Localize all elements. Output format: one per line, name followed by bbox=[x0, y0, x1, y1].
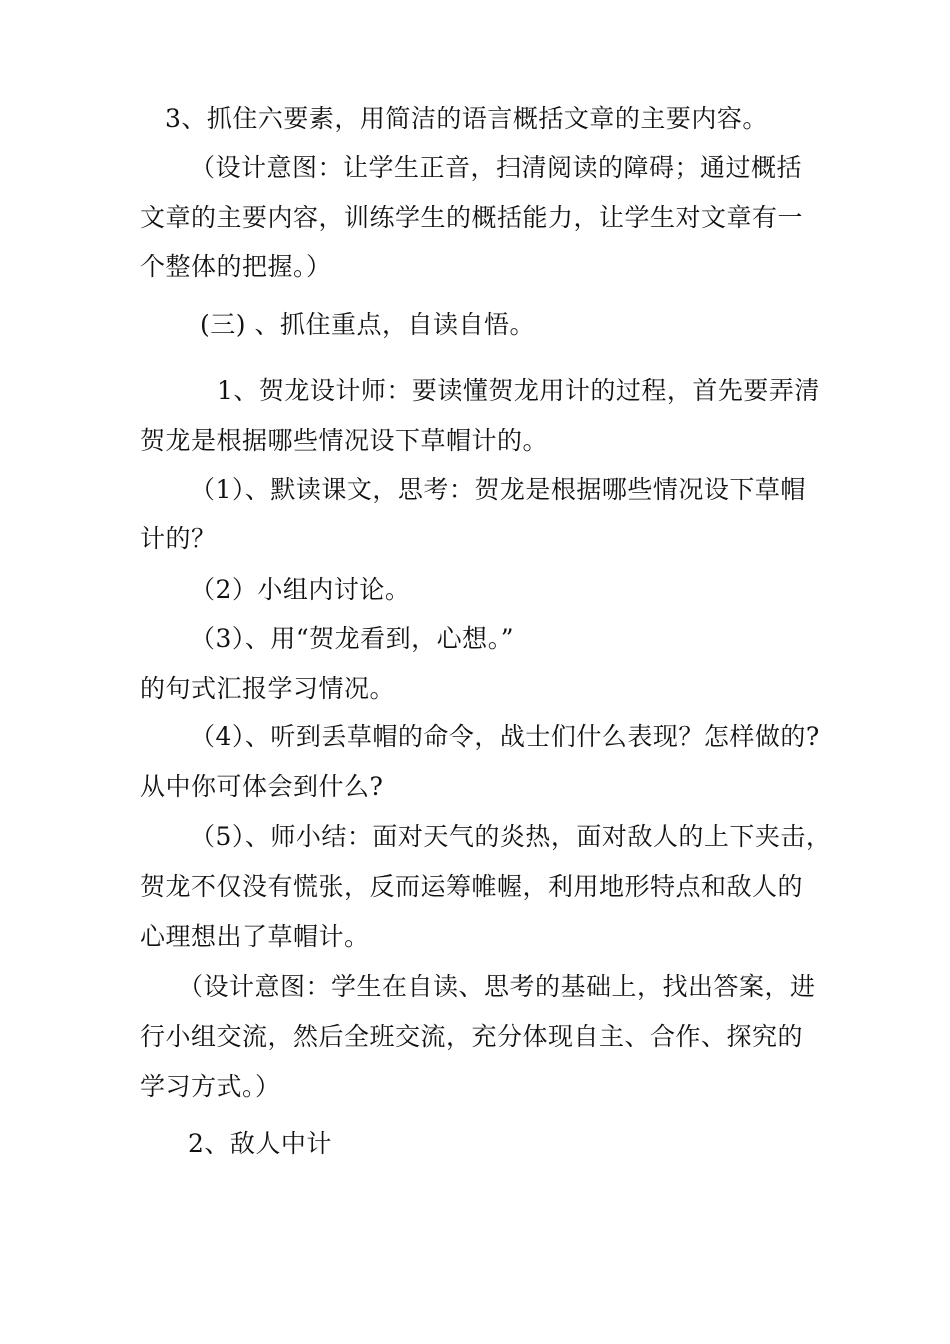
design-intent-note-2-cont: 行小组交流，然后全班交流，充分体现自主、合作、探究的 bbox=[140, 1022, 804, 1051]
sub-item-4-cont: 从中你可体会到什么? bbox=[140, 772, 384, 801]
item-2-heading: 2、敌人中计 bbox=[188, 1129, 332, 1158]
sub-item-5-end: 心理想出了草帽计。 bbox=[140, 922, 370, 951]
sub-item-1: （1）、默读课文，思考：贺龙是根据哪些情况设下草帽 bbox=[190, 475, 806, 504]
item-1-text: 1、贺龙设计师：要读懂贺龙用计的过程，首先要弄清 bbox=[217, 376, 820, 405]
design-intent-note-2-end: 学习方式。） bbox=[140, 1072, 281, 1101]
sub-item-4: （4）、听到丢草帽的命令，战士们什么表现？怎样做的? bbox=[190, 722, 820, 751]
sub-item-3-cont: 的句式汇报学习情况。 bbox=[140, 674, 396, 703]
sub-item-5-cont: 贺龙不仅没有慌张，反而运筹帷幄，利用地形特点和敌人的 bbox=[140, 872, 804, 901]
step-3-text: 3、抓住六要素，用简洁的语言概括文章的主要内容。 bbox=[165, 104, 768, 133]
design-intent-note-2: （设计意图：学生在自读、思考的基础上，找出答案，进 bbox=[178, 972, 816, 1001]
design-intent-note-cont: 文章的主要内容，训练学生的概括能力，让学生对文章有一 bbox=[140, 203, 804, 232]
design-intent-note: （设计意图：让学生正音，扫清阅读的障碍；通过概括 bbox=[190, 153, 803, 182]
sub-item-1-cont: 计的？ bbox=[140, 524, 217, 553]
section-heading-3: (三) 、抓住重点，自读自悟。 bbox=[200, 310, 535, 339]
sub-item-5: （5）、师小结：面对天气的炎热，面对敌人的上下夹击， bbox=[190, 822, 832, 851]
sub-item-2: （2）小组内讨论。 bbox=[190, 575, 411, 604]
sub-item-3: （3）、用“贺龙看到，心想。” bbox=[190, 624, 514, 653]
item-1-text-cont: 贺龙是根据哪些情况设下草帽计的。 bbox=[140, 426, 549, 455]
design-intent-note-end: 个整体的把握。） bbox=[140, 252, 332, 281]
